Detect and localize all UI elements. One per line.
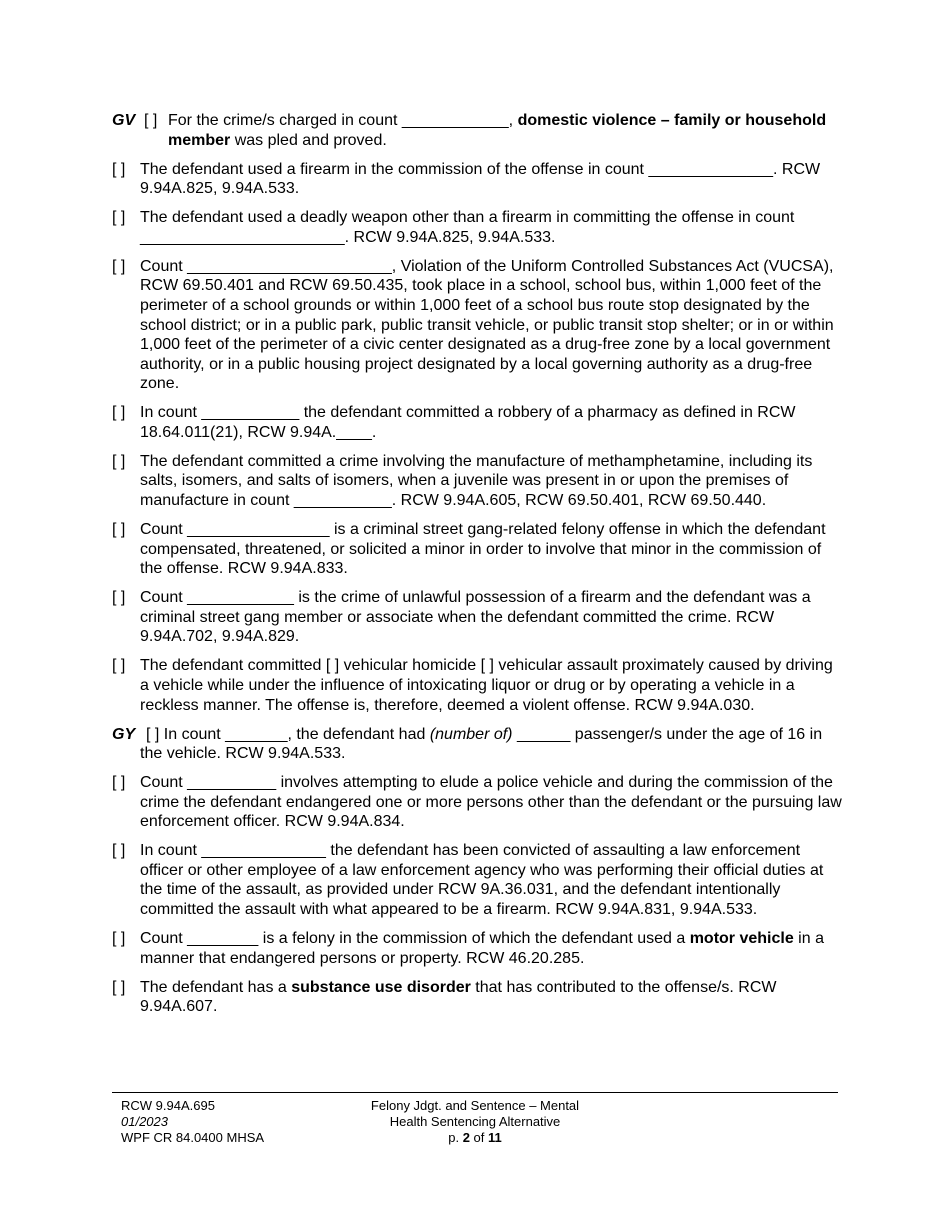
footer-page-number (330, 1130, 620, 1146)
checkbox-pharmacy-robbery[interactable]: [ ] (112, 404, 126, 422)
paragraph-deadly-weapon (112, 208, 842, 247)
checkbox-methamphetamine[interactable]: [ ] (112, 452, 126, 470)
paragraph-motor-vehicle (112, 929, 842, 968)
p12-text-2: that has contributed to the offense/s. RCW 9.94A.607. (140, 978, 777, 1016)
paragraph-pharmacy-robbery (112, 403, 842, 442)
paragraph-vucsa (112, 257, 842, 394)
footer-form-number: WPF CR 84.0400 MHSA (121, 1130, 265, 1145)
checkbox-assault-officer[interactable]: [ ] (112, 842, 126, 860)
document-body (112, 111, 842, 1026)
checkbox-substance-use[interactable]: [ ] (112, 978, 126, 996)
page-of: of (469, 1130, 489, 1145)
paragraph-text: In count ___________ the defendant committed a robbery of a pharmacy as defined in RCW 18.64.011(21), RCW 9.94A.____. (140, 404, 796, 441)
paragraph-gang-firearm (112, 588, 842, 647)
gy-text-2: ______ passenger/s under the age of 16 in the vehicle. RCW 9.94A.533. (140, 725, 823, 763)
paragraph-text: Count ________________ is a criminal street gang-related felony offense in which the defendant compensated, threatened, or solicited a minor in order to involve that minor in the commission of the offense. RCW 9.94A.833. (140, 521, 826, 578)
paragraph-vehicular (112, 656, 842, 715)
p11-bold-text: motor vehicle (689, 930, 794, 948)
checkbox-motor-vehicle[interactable]: [ ] (112, 930, 126, 948)
checkbox-gv[interactable]: [ ] (144, 112, 158, 129)
gv-text-2: was pled and proved. (230, 131, 387, 149)
paragraph-text: The defendant committed a crime involving the manufacture of methamphetamine, including its salts, isomers, and salts of isomers, when a juvenile was present in or upon the premises of manufacture in count ___________. RCW 9.94A.605, RCW 69.50.401, RCW 69.50.440. (140, 452, 813, 510)
checkbox-vucsa[interactable]: [ ] (112, 257, 126, 275)
checkbox-gang-minor[interactable]: [ ] (112, 521, 126, 539)
page-total: 11 (488, 1130, 502, 1145)
paragraph-text: Count ____________ is the crime of unlawful possession of a firearm and the defendant was a criminal street gang member or associate when the defendant committed the crime. RCW 9.94A.702, 9.94A.829. (140, 589, 811, 646)
checkbox-elude-police[interactable]: [ ] (112, 774, 126, 792)
paragraph-firearm (112, 160, 842, 199)
paragraph-methamphetamine (112, 452, 842, 511)
footer-center (330, 1098, 620, 1146)
footer-rcw: RCW 9.94A.695 (121, 1098, 215, 1113)
page-prefix: p. (448, 1130, 463, 1145)
p12-text-1: The defendant has a (140, 978, 292, 996)
paragraph-text: The defendant used a firearm in the commission of the offense in count ______________. RCW 9.94A.825, 9.94A.533. (140, 160, 821, 198)
checkbox-gy[interactable]: [ ] (146, 725, 160, 743)
footer-left (121, 1098, 264, 1146)
paragraph-text: In count ______________ the defendant has been convicted of assaulting a law enforcement officer or other employee of a law enforcement agency who was performing their official duties at the time of the assault, as provided under RCW 9A.36.031, and the defendant intentionally committed the assault with what appeared to be a firearm. RCW 9.94A.831, 9.94A.533. (140, 842, 824, 919)
checkbox-deadly-weapon[interactable]: [ ] (112, 209, 126, 227)
footer-date: 01/2023 (121, 1114, 168, 1129)
footer-title-line-2: Health Sentencing Alternative (389, 1114, 561, 1129)
p11-text-1: Count ________ is a felony in the commission of which the defendant used a (140, 930, 690, 948)
paragraph-text: Count _______________________, Violation of the Uniform Controlled Substances Act (VUCSA), RCW 69.50.401 and RCW 69.50.435, took place in a school, school bus, within 1,000 feet of the perimeter of a school grounds or within 1,000 feet of a school bus route stop designated by the school district; or in a public park, public transit vehicle, or public transit stop shelter; or in or within 1,000 feet of the perimeter of a civic center designated as a drug-free zone by a local government authority, or in a public housing project designated by a local governing authority as a drug-free zone. (140, 257, 834, 393)
paragraph-assault-officer (112, 841, 842, 919)
footer-title-line-1: Felony Jdgt. and Sentence – Mental (370, 1098, 580, 1113)
paragraph-text: The defendant used a deadly weapon other than a firearm in committing the offense in count _______________________. RCW 9.94A.825, 9.94A.533. (140, 209, 795, 246)
paragraph-text: The defendant committed [ ] vehicular homicide [ ] vehicular assault proximately caused by driving a vehicle while under the influence of intoxicating liquor or drug or by operating a vehicle in a reckless manner. The offense is, therefore, deemed a violent offense. RCW 9.94A.030. (140, 657, 833, 714)
checkbox-vehicular[interactable]: [ ] (112, 657, 126, 675)
paragraph-elude-police (112, 773, 842, 832)
paragraph-text: Count __________ involves attempting to elude a police vehicle and during the commission of the crime the defendant endangered one or more persons other than the defendant or the pursuing law enforcement officer. RCW 9.94A.834. (140, 774, 842, 831)
p12-bold-text: substance use disorder (291, 978, 471, 996)
page-current: 2 (462, 1130, 470, 1145)
gy-text-1: In count _______, the defendant had (163, 725, 430, 743)
gv-text-1: For the crime/s charged in count ____________, (168, 112, 518, 129)
checkbox-firearm[interactable]: [ ] (112, 160, 126, 178)
paragraph-gy (112, 725, 842, 764)
footer-divider (112, 1092, 838, 1093)
p11-text-2: in a manner that endangered persons or property. RCW 46.20.285. (140, 930, 824, 967)
paragraph-gang-minor (112, 520, 842, 579)
paragraph-gv (112, 111, 842, 150)
section-code-gy: GY (112, 725, 136, 743)
gv-bold-text: domestic violence – family or household member (168, 112, 827, 149)
paragraph-substance-use (112, 978, 842, 1017)
section-code-gv: GV (112, 112, 136, 129)
checkbox-gang-firearm[interactable]: [ ] (112, 589, 126, 607)
gy-italic-text: (number of) (429, 725, 513, 743)
